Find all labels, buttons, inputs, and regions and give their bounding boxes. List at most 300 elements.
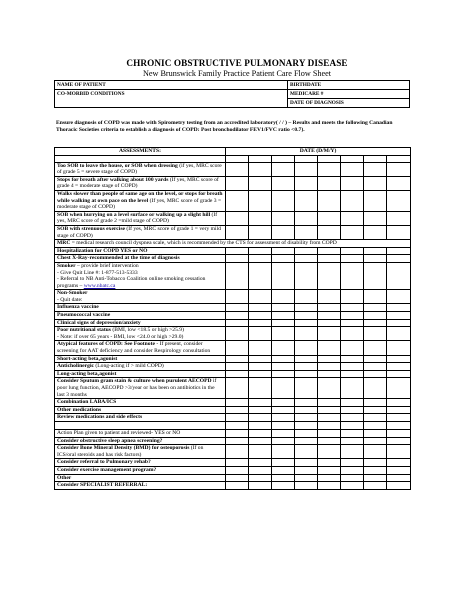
date-entry-cell[interactable]	[249, 290, 272, 304]
date-entry-cell[interactable]	[226, 304, 249, 312]
date-entry-cell[interactable]	[387, 466, 411, 474]
date-entry-cell[interactable]	[318, 482, 341, 490]
date-entry-cell[interactable]	[272, 255, 295, 263]
date-entry-cell[interactable]	[387, 414, 411, 422]
date-entry-cell[interactable]	[318, 474, 341, 482]
table-row	[55, 319, 411, 327]
date-entry-cell[interactable]	[364, 211, 387, 225]
date-entry-cell[interactable]	[295, 459, 318, 467]
date-entry-cell[interactable]	[364, 290, 387, 304]
date-entry-cell[interactable]	[364, 327, 387, 341]
assessment-label: Clinical signs of depression/anxiety	[55, 319, 226, 327]
date-entry-label-cell	[55, 155, 226, 162]
date-entry-cell[interactable]	[226, 370, 249, 378]
date-entry-cell[interactable]	[318, 406, 341, 414]
nbatc-link[interactable]: www.nbatc.ca	[83, 282, 116, 289]
date-entry-cell[interactable]	[295, 162, 318, 176]
date-entry-cell[interactable]	[249, 406, 272, 414]
date-entry-cell[interactable]	[387, 399, 411, 407]
assessment-label: Poor nutritional status (BMI, low <18.5 or high >25.9) - Note: if over 65 years - BMI, low <24.0 or high >29.0)	[55, 327, 226, 341]
date-entry-cell[interactable]	[249, 474, 272, 482]
date-entry-cell[interactable]	[249, 319, 272, 327]
date-entry-cell[interactable]	[249, 211, 272, 225]
date-entry-cell[interactable]	[226, 176, 249, 190]
date-entry-cell[interactable]	[226, 437, 249, 445]
date-entry-cell[interactable]	[387, 341, 411, 355]
medicare-label: MEDICARE #	[290, 91, 324, 97]
date-entry-cell[interactable]	[341, 327, 364, 341]
date-entry-cell[interactable]	[364, 378, 387, 399]
date-entry-cell[interactable]	[364, 414, 387, 422]
assessment-label: Consider referral to Pulmonary rehab?	[55, 459, 226, 467]
table-row	[55, 262, 411, 289]
date-entry-cell[interactable]	[226, 363, 249, 371]
assessment-label: SOB when hurrying on a level surface or walking up a slight hill (If yes, MRC score of grade 2 =mild stage of COPD)	[55, 211, 226, 225]
date-entry-cell[interactable]	[272, 355, 295, 363]
date-entry-cell[interactable]	[226, 225, 249, 239]
date-entry-cell[interactable]	[387, 262, 411, 289]
comorbid-field[interactable]	[55, 90, 288, 108]
date-entry-cell[interactable]	[364, 445, 387, 459]
date-entry-cell[interactable]	[364, 399, 387, 407]
date-entry-cell[interactable]	[295, 414, 318, 422]
date-entry-cell[interactable]	[249, 255, 272, 263]
date-entry-cell[interactable]	[249, 429, 272, 437]
date-entry-cell[interactable]	[272, 162, 295, 176]
date-entry-cell[interactable]	[272, 474, 295, 482]
date-entry-cell[interactable]	[364, 255, 387, 263]
date-entry-cell[interactable]	[341, 459, 364, 467]
date-entry-cell[interactable]	[249, 247, 272, 255]
date-entry-cell[interactable]	[249, 445, 272, 459]
assessment-label: Non-Smoker - Quit date:	[55, 290, 226, 304]
date-entry-cell[interactable]	[318, 162, 341, 176]
document-title: CHRONIC OBSTRUCTIVE PULMONARY DISEASE	[126, 58, 348, 68]
date-entry-cell[interactable]	[272, 466, 295, 474]
date-entry-cell[interactable]	[318, 445, 341, 459]
mrc-footnote: MRC = medical research council dyspnea scale, which is recommended by the CTS for assessment of disability from COPD	[55, 240, 411, 248]
assessment-label: Anticholinergic (Long-acting if > mild COPD)	[55, 363, 226, 371]
date-entry-cell[interactable]	[295, 370, 318, 378]
date-of-diagnosis-label: DATE OF DIAGNOSIS	[290, 100, 344, 106]
date-entry-cell[interactable]	[272, 176, 295, 190]
date-entry-cell[interactable]	[387, 312, 411, 320]
date-entry-cell[interactable]	[295, 211, 318, 225]
date-entry-cell[interactable]	[295, 304, 318, 312]
birthdate-label: BIRTHDATE	[290, 82, 322, 88]
date-entry-cell[interactable]	[341, 225, 364, 239]
date-entry-cell[interactable]	[318, 247, 341, 255]
date-entry-cell[interactable]	[341, 190, 364, 211]
date-entry-cell[interactable]	[272, 262, 295, 289]
date-entry-cell[interactable]	[387, 176, 411, 190]
table-row	[55, 378, 411, 399]
date-entry-cell[interactable]	[318, 290, 341, 304]
date-entry-cell[interactable]	[226, 414, 249, 422]
table-note-row	[55, 240, 411, 248]
assessment-label: Other	[55, 474, 226, 482]
date-entry-cell[interactable]	[272, 155, 295, 162]
date-entry-cell[interactable]	[249, 370, 272, 378]
comorbid-label: CO-MORBID CONDITIONS	[57, 91, 125, 97]
date-entry-cell[interactable]	[318, 437, 341, 445]
date-entry-cell[interactable]	[364, 482, 387, 490]
date-entry-cell[interactable]	[341, 319, 364, 327]
date-entry-cell[interactable]	[341, 378, 364, 399]
date-entry-cell[interactable]	[272, 414, 295, 422]
date-entry-cell[interactable]	[364, 466, 387, 474]
date-entry-cell[interactable]	[318, 466, 341, 474]
date-entry-cell[interactable]	[226, 190, 249, 211]
date-entry-cell[interactable]	[226, 290, 249, 304]
date-entry-cell[interactable]	[295, 312, 318, 320]
date-header: DATE (D/M/Y)	[226, 148, 411, 156]
date-entry-cell[interactable]	[341, 162, 364, 176]
date-entry-cell[interactable]	[364, 162, 387, 176]
date-entry-cell[interactable]	[318, 312, 341, 320]
table-row	[55, 429, 411, 437]
date-entry-cell[interactable]	[295, 247, 318, 255]
birthdate-field[interactable]	[288, 81, 410, 90]
date-entry-cell[interactable]	[272, 378, 295, 399]
date-entry-cell[interactable]	[249, 155, 272, 162]
table-row	[55, 474, 411, 482]
date-entry-cell[interactable]	[318, 363, 341, 371]
table-row	[55, 190, 411, 211]
date-entry-cell[interactable]	[364, 421, 387, 429]
date-entry-cell[interactable]	[364, 474, 387, 482]
date-entry-cell[interactable]	[295, 429, 318, 437]
date-entry-cell[interactable]	[226, 155, 249, 162]
date-entry-cell[interactable]	[295, 466, 318, 474]
date-entry-cell[interactable]	[295, 319, 318, 327]
date-entry-cell[interactable]	[249, 176, 272, 190]
date-entry-cell[interactable]	[341, 211, 364, 225]
date-entry-cell[interactable]	[387, 255, 411, 263]
date-entry-cell[interactable]	[318, 327, 341, 341]
patient-header-table	[54, 80, 410, 108]
assessment-label: Review medications and side effects	[55, 414, 226, 422]
date-entry-cell[interactable]	[295, 155, 318, 162]
name-of-patient-field[interactable]	[55, 81, 288, 90]
date-entry-cell[interactable]	[318, 211, 341, 225]
date-entry-cell[interactable]	[295, 474, 318, 482]
date-entry-cell[interactable]	[341, 290, 364, 304]
date-entry-cell[interactable]	[364, 363, 387, 371]
date-entry-cell[interactable]	[364, 341, 387, 355]
date-entry-cell[interactable]	[318, 341, 341, 355]
date-entry-cell[interactable]	[249, 363, 272, 371]
table-row	[55, 355, 411, 363]
date-entry-row	[55, 155, 411, 162]
table-row	[55, 414, 411, 422]
date-entry-cell[interactable]	[272, 437, 295, 445]
date-entry-cell[interactable]	[387, 355, 411, 363]
date-entry-cell[interactable]	[364, 319, 387, 327]
date-entry-cell[interactable]	[295, 190, 318, 211]
date-entry-cell[interactable]	[387, 370, 411, 378]
assessment-label: Influenza vaccine	[55, 304, 226, 312]
date-entry-cell[interactable]	[364, 225, 387, 239]
date-entry-cell[interactable]	[364, 262, 387, 289]
date-entry-cell[interactable]	[341, 155, 364, 162]
table-row	[55, 211, 411, 225]
date-entry-cell[interactable]	[387, 378, 411, 399]
date-entry-cell[interactable]	[249, 466, 272, 474]
table-row	[55, 459, 411, 467]
date-entry-cell[interactable]	[226, 429, 249, 437]
date-entry-cell[interactable]	[226, 378, 249, 399]
date-entry-cell[interactable]	[226, 162, 249, 176]
date-entry-cell[interactable]	[249, 327, 272, 341]
table-row	[55, 304, 411, 312]
date-entry-cell[interactable]	[226, 211, 249, 225]
date-entry-cell[interactable]	[226, 406, 249, 414]
date-entry-cell[interactable]	[272, 225, 295, 239]
assessment-label: Consider Sputum gram stain & culture when purulent AECOPD if poor lung function, AECOPD >3/year or has been on antibiotics in the last 3 months	[55, 378, 226, 399]
assessment-label: Consider Bone Mineral Density (BMD) for osteoporosis (If on ICS/oral steroids and has risk factors)	[55, 445, 226, 459]
date-entry-cell[interactable]	[272, 421, 295, 429]
diagnosis-instruction: Ensure diagnosis of COPD was made with Spirometry testing from an accredited laboratory( / / ) – Results and meets the following Canadian Thoracic Societies criteria to establish a diagnosis of COPD: Post bronchodilator FEV1/FVC ratio <0.7).	[56, 120, 393, 133]
date-entry-cell[interactable]	[364, 429, 387, 437]
table-header-row	[55, 148, 411, 156]
date-entry-cell[interactable]	[364, 155, 387, 162]
date-entry-cell[interactable]	[249, 459, 272, 467]
date-entry-cell[interactable]	[295, 363, 318, 371]
date-entry-cell[interactable]	[295, 406, 318, 414]
date-entry-cell[interactable]	[364, 459, 387, 467]
date-entry-cell[interactable]	[387, 290, 411, 304]
date-entry-cell[interactable]	[272, 459, 295, 467]
date-entry-cell[interactable]	[364, 190, 387, 211]
date-entry-cell[interactable]	[387, 190, 411, 211]
table-row	[55, 445, 411, 459]
date-entry-cell[interactable]	[387, 445, 411, 459]
assessment-label: Hospitalization for COPD YES or NO	[55, 247, 226, 255]
date-entry-cell[interactable]	[226, 262, 249, 289]
assessment-label: Short-acting beta₂agonist	[55, 355, 226, 363]
date-entry-cell[interactable]	[272, 247, 295, 255]
date-entry-cell[interactable]	[226, 459, 249, 467]
date-entry-cell[interactable]	[341, 445, 364, 459]
date-entry-cell[interactable]	[226, 319, 249, 327]
date-entry-cell[interactable]	[249, 355, 272, 363]
date-entry-cell[interactable]	[318, 262, 341, 289]
date-entry-cell[interactable]	[249, 414, 272, 422]
date-entry-cell[interactable]	[226, 255, 249, 263]
date-entry-cell[interactable]	[387, 304, 411, 312]
table-row	[55, 176, 411, 190]
date-entry-cell[interactable]	[341, 429, 364, 437]
assessment-label: Other medications	[55, 406, 226, 414]
date-entry-cell[interactable]	[387, 482, 411, 490]
date-entry-cell[interactable]	[226, 355, 249, 363]
date-entry-cell[interactable]	[249, 262, 272, 289]
date-entry-cell[interactable]	[272, 319, 295, 327]
date-entry-cell[interactable]	[341, 247, 364, 255]
date-entry-cell[interactable]	[295, 255, 318, 263]
assessment-label: Smoker – provide brief intervention - Give Quit Line #: 1-877-513-5333 - Referral to NB Anti-Tobacco Coalition online smoking cessation programs – www.nbatc.ca	[55, 262, 226, 289]
date-entry-cell[interactable]	[249, 421, 272, 429]
assessment-table	[54, 147, 411, 490]
date-entry-cell[interactable]	[272, 304, 295, 312]
date-entry-cell[interactable]	[272, 445, 295, 459]
date-entry-cell[interactable]	[318, 459, 341, 467]
date-entry-cell[interactable]	[364, 406, 387, 414]
date-entry-cell[interactable]	[318, 399, 341, 407]
date-entry-cell[interactable]	[272, 363, 295, 371]
date-entry-cell[interactable]	[295, 290, 318, 304]
date-entry-cell[interactable]	[387, 155, 411, 162]
date-entry-cell[interactable]	[226, 327, 249, 341]
assessment-label: SOB with strenuous exercise (If yes, MRC score of grade 1 = very mild stage of COPD)	[55, 225, 226, 239]
date-entry-cell[interactable]	[318, 190, 341, 211]
date-entry-cell[interactable]	[341, 482, 364, 490]
date-entry-cell[interactable]	[387, 437, 411, 445]
date-entry-cell[interactable]	[249, 304, 272, 312]
date-entry-cell[interactable]	[341, 304, 364, 312]
date-entry-cell[interactable]	[272, 211, 295, 225]
date-entry-cell[interactable]	[318, 155, 341, 162]
date-entry-cell[interactable]	[318, 319, 341, 327]
date-entry-cell[interactable]	[318, 414, 341, 422]
date-entry-cell[interactable]	[387, 247, 411, 255]
date-entry-cell[interactable]	[387, 459, 411, 467]
date-entry-cell[interactable]	[272, 406, 295, 414]
date-entry-cell[interactable]	[341, 262, 364, 289]
medicare-field[interactable]	[288, 90, 410, 99]
date-entry-cell[interactable]	[295, 225, 318, 239]
table-row	[55, 225, 411, 239]
date-entry-cell[interactable]	[364, 370, 387, 378]
date-entry-cell[interactable]	[226, 312, 249, 320]
date-entry-cell[interactable]	[272, 341, 295, 355]
date-entry-cell[interactable]	[387, 225, 411, 239]
date-entry-cell[interactable]	[226, 421, 249, 429]
date-entry-cell[interactable]	[272, 370, 295, 378]
date-entry-cell[interactable]	[387, 327, 411, 341]
date-entry-cell[interactable]	[272, 312, 295, 320]
assessment-label: Action Plan given to patient and reviewed- YES or NO	[55, 429, 226, 437]
date-entry-cell[interactable]	[249, 225, 272, 239]
date-entry-cell[interactable]	[295, 482, 318, 490]
date-entry-cell[interactable]	[272, 290, 295, 304]
date-entry-cell[interactable]	[295, 327, 318, 341]
date-entry-cell[interactable]	[249, 312, 272, 320]
date-entry-cell[interactable]	[364, 437, 387, 445]
table-row	[55, 421, 411, 429]
date-entry-cell[interactable]	[387, 421, 411, 429]
date-entry-cell[interactable]	[387, 211, 411, 225]
date-entry-cell[interactable]	[387, 162, 411, 176]
date-entry-cell[interactable]	[364, 312, 387, 320]
table-row	[55, 255, 411, 263]
assessment-label: Pneumococcal vaccine	[55, 312, 226, 320]
date-entry-cell[interactable]	[295, 176, 318, 190]
date-entry-cell[interactable]	[226, 466, 249, 474]
date-entry-cell[interactable]	[249, 482, 272, 490]
date-entry-cell[interactable]	[295, 262, 318, 289]
date-entry-cell[interactable]	[387, 363, 411, 371]
document-subtitle: New Brunswick Family Practice Patient Care Flow Sheet	[142, 69, 332, 78]
date-entry-cell[interactable]	[318, 176, 341, 190]
date-entry-cell[interactable]	[364, 247, 387, 255]
date-entry-cell[interactable]	[295, 355, 318, 363]
date-entry-cell[interactable]	[341, 355, 364, 363]
date-entry-cell[interactable]	[341, 474, 364, 482]
date-entry-cell[interactable]	[387, 319, 411, 327]
date-entry-cell[interactable]	[272, 482, 295, 490]
date-entry-cell[interactable]	[364, 304, 387, 312]
date-entry-cell[interactable]	[341, 341, 364, 355]
table-row	[55, 363, 411, 371]
table-row	[55, 341, 411, 355]
date-entry-cell[interactable]	[295, 445, 318, 459]
date-entry-cell[interactable]	[341, 466, 364, 474]
date-entry-cell[interactable]	[226, 482, 249, 490]
date-entry-cell[interactable]	[226, 341, 249, 355]
date-entry-cell[interactable]	[295, 421, 318, 429]
date-entry-cell[interactable]	[318, 370, 341, 378]
date-entry-cell[interactable]	[364, 355, 387, 363]
date-entry-cell[interactable]	[249, 437, 272, 445]
date-entry-cell[interactable]	[272, 327, 295, 341]
date-entry-cell[interactable]	[249, 399, 272, 407]
date-entry-cell[interactable]	[387, 474, 411, 482]
date-entry-cell[interactable]	[249, 162, 272, 176]
date-entry-cell[interactable]	[387, 429, 411, 437]
date-entry-cell[interactable]	[341, 370, 364, 378]
date-entry-cell[interactable]	[387, 406, 411, 414]
date-entry-cell[interactable]	[272, 190, 295, 211]
date-entry-cell[interactable]	[295, 399, 318, 407]
date-entry-cell[interactable]	[226, 474, 249, 482]
date-entry-cell[interactable]	[341, 255, 364, 263]
date-entry-cell[interactable]	[318, 304, 341, 312]
date-entry-cell[interactable]	[318, 355, 341, 363]
table-row	[55, 247, 411, 255]
date-entry-cell[interactable]	[318, 421, 341, 429]
date-entry-cell[interactable]	[318, 429, 341, 437]
date-entry-cell[interactable]	[341, 176, 364, 190]
date-entry-cell[interactable]	[341, 421, 364, 429]
date-entry-cell[interactable]	[318, 225, 341, 239]
date-entry-cell[interactable]	[249, 341, 272, 355]
date-entry-cell[interactable]	[341, 414, 364, 422]
date-entry-cell[interactable]	[295, 437, 318, 445]
assessment-label: Chest X-Ray-recommended at the time of diagnosis	[55, 255, 226, 263]
date-of-diagnosis-field[interactable]	[288, 99, 410, 108]
date-entry-cell[interactable]	[341, 363, 364, 371]
date-entry-cell[interactable]	[341, 399, 364, 407]
date-entry-cell[interactable]	[318, 378, 341, 399]
date-entry-cell[interactable]	[249, 378, 272, 399]
date-entry-cell[interactable]	[364, 176, 387, 190]
date-entry-cell[interactable]	[226, 445, 249, 459]
date-entry-cell[interactable]	[226, 247, 249, 255]
date-entry-cell[interactable]	[341, 437, 364, 445]
date-entry-cell[interactable]	[295, 341, 318, 355]
date-entry-cell[interactable]	[295, 378, 318, 399]
date-entry-cell[interactable]	[272, 429, 295, 437]
date-entry-cell[interactable]	[341, 312, 364, 320]
date-entry-cell[interactable]	[226, 399, 249, 407]
date-entry-cell[interactable]	[318, 255, 341, 263]
date-entry-cell[interactable]	[249, 190, 272, 211]
date-entry-cell[interactable]	[341, 406, 364, 414]
assessments-header: ASSESSMENTS:	[55, 148, 226, 156]
date-entry-cell[interactable]	[272, 399, 295, 407]
